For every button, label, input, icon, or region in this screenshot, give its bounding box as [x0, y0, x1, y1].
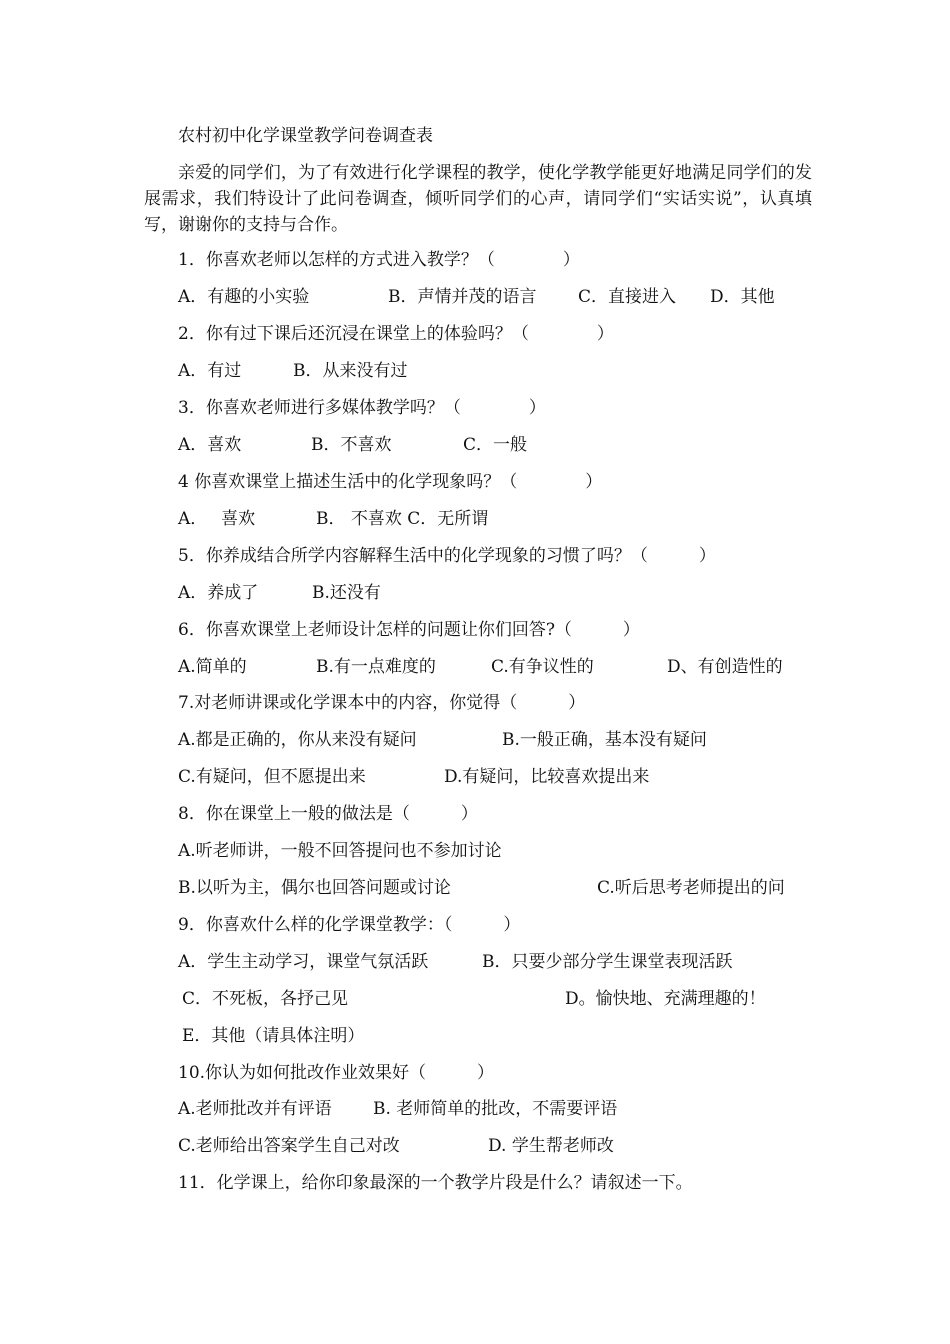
- q1-option-a: A．有趣的小实验: [178, 287, 310, 307]
- q1-option-b: B．声情并茂的语言: [388, 287, 537, 307]
- q8-option-c: C.听后思考老师提出的问: [597, 878, 785, 898]
- q4-option-bc: B． 不喜欢 C．无所谓: [316, 509, 489, 529]
- question-6: 6．你喜欢课堂上老师设计怎样的问题让你们回答?（ ）: [178, 620, 640, 640]
- q3-option-a: A．喜欢: [178, 435, 242, 455]
- q8-option-a: A.听老师讲，一般不回答提问也不参加讨论: [178, 841, 502, 861]
- question-9: 9．你喜欢什么样的化学课堂教学：（ ）: [178, 915, 521, 935]
- q7-option-b: B.一般正确，基本没有疑问: [502, 730, 707, 750]
- q8-option-b: B.以听为主，偶尔也回答问题或讨论: [178, 878, 451, 898]
- q10-option-a: A.老师批改并有评语: [178, 1099, 332, 1119]
- q7-option-a: A.都是正确的，你从来没有疑问: [178, 730, 417, 750]
- q6-option-c: C.有争议性的: [491, 657, 594, 677]
- q3-option-c: C．一般: [463, 435, 528, 455]
- question-5: 5．你养成结合所学内容解释生活中的化学现象的习惯了吗？（ ）: [178, 546, 716, 566]
- q9-option-e: E．其他（请具体注明）: [182, 1026, 365, 1046]
- q9-option-b: B．只要少部分学生课堂表现活跃: [482, 952, 733, 972]
- q6-option-a: A.简单的: [178, 657, 247, 677]
- q7-option-c: C.有疑问，但不愿提出来: [178, 767, 366, 787]
- q3-option-b: B．不喜欢: [311, 435, 392, 455]
- q6-option-b: B.有一点难度的: [316, 657, 436, 677]
- q2-option-b: B．从来没有过: [293, 361, 408, 381]
- q9-option-c: C．不死板，各抒己见: [182, 989, 349, 1009]
- q5-option-a: A．养成了: [178, 583, 259, 603]
- q6-option-d: D、有创造性的: [667, 657, 783, 677]
- document-title: 农村初中化学课堂教学问卷调查表: [178, 126, 433, 146]
- q10-option-c: C.老师给出答案学生自己对改: [178, 1136, 400, 1156]
- q1-option-d: D．其他: [710, 287, 775, 307]
- q9-option-a: A．学生主动学习，课堂气氛活跃: [178, 952, 429, 972]
- question-2: 2．你有过下课后还沉浸在课堂上的体验吗？（ ）: [178, 324, 614, 344]
- question-10: 10.你认为如何批改作业效果好（ ）: [178, 1063, 495, 1083]
- q4-option-a: A． 喜欢: [178, 509, 256, 529]
- question-3: 3．你喜欢老师进行多媒体教学吗？（ ）: [178, 398, 546, 418]
- question-11: 11．化学课上，给你印象最深的一个教学片段是什么？请叙述一下。: [178, 1173, 693, 1193]
- q10-option-b: B. 老师简单的批改，不需要评语: [373, 1099, 618, 1119]
- question-7: 7.对老师讲课或化学课本中的内容，你觉得（ ）: [178, 693, 586, 713]
- q2-option-a: A．有过: [178, 361, 242, 381]
- q9-option-d: D。愉快地、充满理趣的！: [565, 989, 766, 1009]
- question-8: 8．你在课堂上一般的做法是（ ）: [178, 804, 478, 824]
- question-4: 4 你喜欢课堂上描述生活中的化学现象吗？（ ）: [178, 472, 603, 492]
- q7-option-d: D.有疑问，比较喜欢提出来: [444, 767, 650, 787]
- question-1: 1．你喜欢老师以怎样的方式进入教学？（ ）: [178, 250, 580, 270]
- q10-option-d: D. 学生帮老师改: [488, 1136, 614, 1156]
- q1-option-c: C．直接进入: [578, 287, 677, 307]
- intro-paragraph: 亲爱的同学们，为了有效进行化学课程的教学，使化学教学能更好地满足同学们的发展需求，我们特设计了此问卷调查，倾听同学们的心声，请同学们“实话实说”，认真填写，谢谢你的支持与合作。: [144, 163, 812, 235]
- q5-option-b: B.还没有: [312, 583, 381, 603]
